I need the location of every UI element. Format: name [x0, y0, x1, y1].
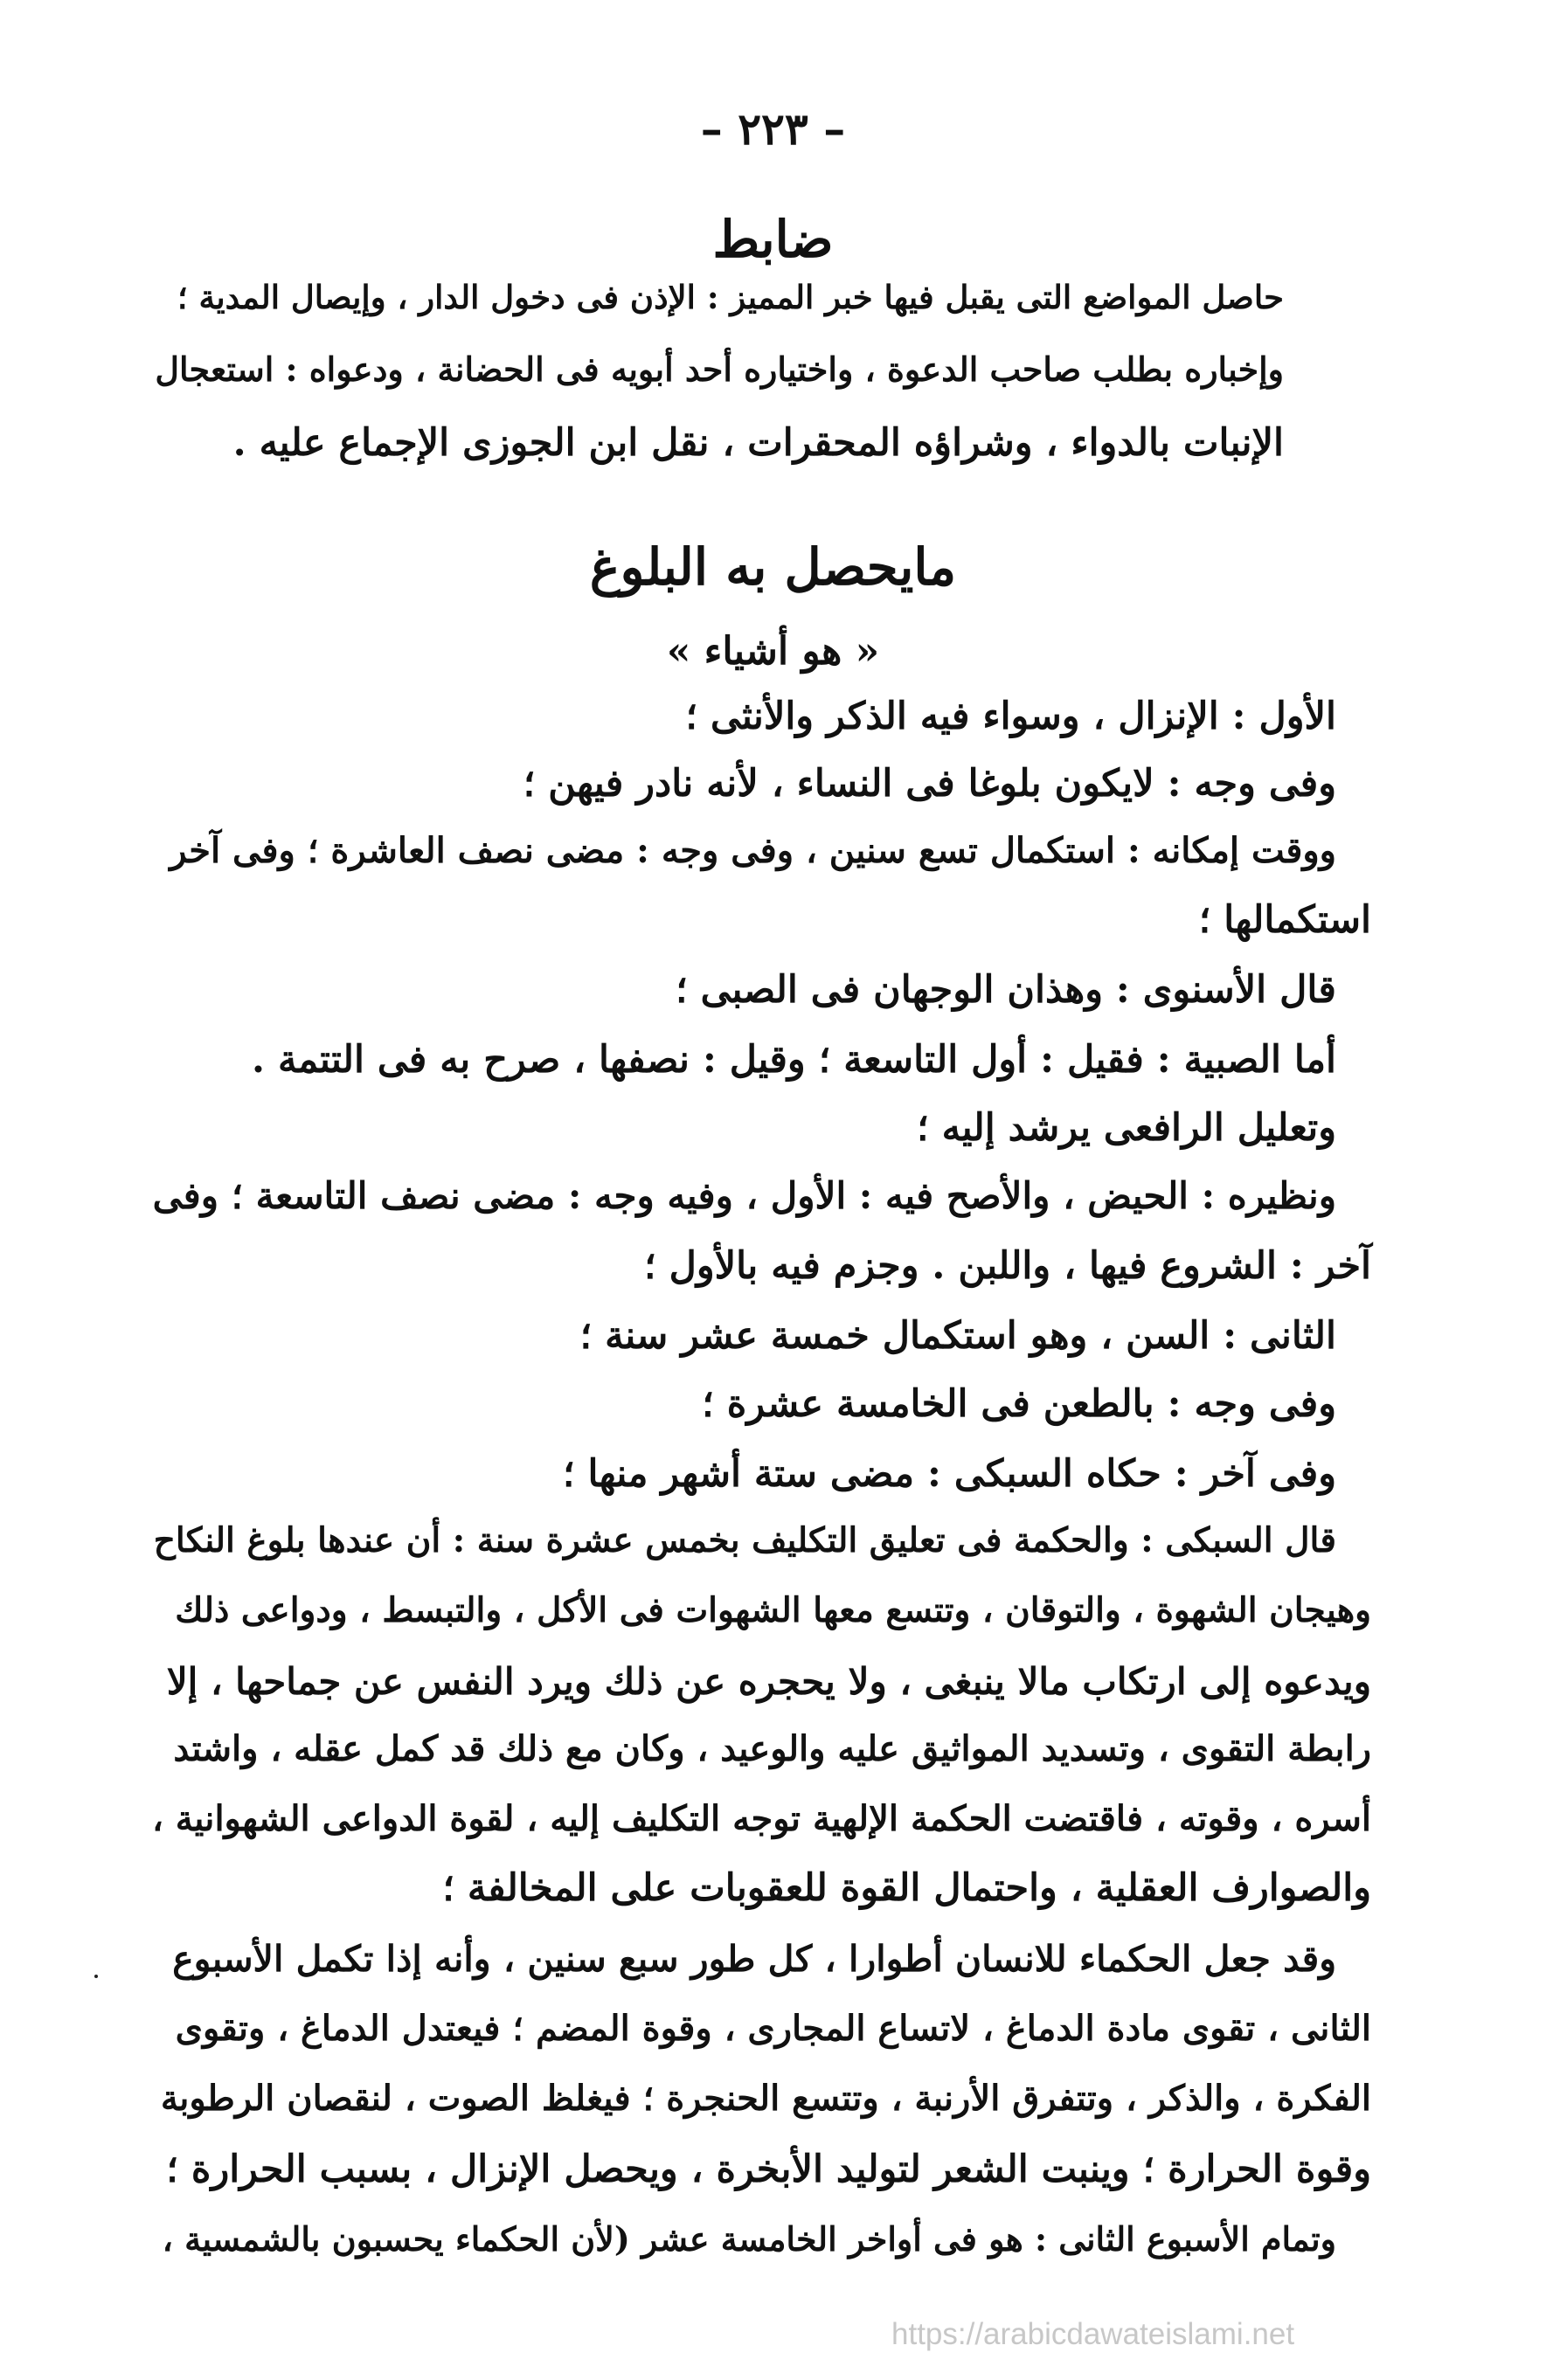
text-line-25: وقوة الحرارة ؛ وينبت الشعر لتوليد الأبخرة ، ويحصل الإنزال ، بسبب الحرارة ؛ — [166, 2148, 1371, 2191]
text-line-15: وفى آخر : حكاه السبكى : مضى ستة أشهر منها ؛ — [562, 1452, 1336, 1496]
scan-speck — [94, 1975, 98, 1978]
text-line-6: ووقت إمكانه : استكمال تسع سنين ، وفى وجه : مضى نصف العاشرة ؛ وفى آخر — [170, 830, 1336, 871]
text-line-26: وتمام الأسبوع الثانى : هو فى أواخر الخامسة عشر (لأن الحكماء يحسبون بالشمسية ، — [162, 2219, 1336, 2259]
text-line-11: ونظيره : الحيض ، والأصح فيه : الأول ، وفيه وجه : مضى نصف التاسعة ؛ وفى — [152, 1174, 1336, 1217]
watermark-url: https://arabicdawateislami.net — [891, 2317, 1295, 2351]
heading-sub: « هو أشياء » — [666, 629, 880, 674]
text-line-2: وإخباره بطلب صاحب الدعوة ، واختياره أحد أبويه فى الحضانة ، ودعواه : استعجال — [155, 349, 1284, 389]
text-line-10: وتعليل الرافعى يرشد إليه ؛ — [916, 1106, 1336, 1150]
text-line-7: استكمالها ؛ — [1198, 898, 1371, 942]
text-line-21: والصوارف العقلية ، واحتمال القوة للعقوبات على المخالفة ؛ — [442, 1866, 1371, 1910]
text-line-24: الفكرة ، والذكر ، وتتفرق الأرنبة ، وتتسع الحنجرة ؛ فيغلظ الصوت ، لنقصان الرطوبة — [160, 2078, 1371, 2119]
text-line-17: وهيجان الشهوة ، والتوقان ، وتتسع معها الشهوات فى الأكل ، والتبسط ، ودواعى ذلك — [175, 1590, 1371, 1630]
text-line-4: الأول : الإنزال ، وسواء فيه الذكر والأنثى ؛ — [685, 695, 1336, 738]
text-line-13: الثانى : السن ، وهو استكمال خمسة عشر سنة ؛ — [579, 1314, 1336, 1358]
text-line-1: حاصل المواضع التى يقبل فيها خبر المميز : الإذن فى دخول الدار ، وإيصال المدية ؛ — [177, 278, 1284, 316]
text-line-9: أما الصبية : فقيل : أول التاسعة ؛ وقيل : نصفها ، صرح به فى التتمة . — [252, 1038, 1336, 1082]
text-line-8: قال الأسنوى : وهذان الوجهان فى الصبى ؛ — [675, 968, 1336, 1012]
text-line-16: قال السبكى : والحكمة فى تعليق التكليف بخمس عشرة سنة : أن عندها بلوغ النكاح — [153, 1520, 1336, 1560]
text-line-23: الثانى ، تقوى مادة الدماغ ، لاتساع المجارى ، وقوة المضم ؛ فيعتدل الدماغ ، وتقوى — [175, 2008, 1371, 2049]
heading-rule: ضابط — [712, 210, 834, 269]
text-line-3: الإنبات بالدواء ، وشراؤه المحقرات ، نقل ابن الجوزى الإجماع عليه . — [232, 421, 1284, 465]
text-line-19: رابطة التقوى ، وتسديد المواثيق عليه والوعيد ، وكان مع ذلك قد كمل عقله ، واشتد — [173, 1728, 1371, 1769]
text-line-5: وفى وجه : لايكون بلوغا فى النساء ، لأنه نادر فيهن ؛ — [523, 762, 1336, 806]
text-line-12: آخر : الشروع فيها ، واللبن . وجزم فيه بالأول ؛ — [644, 1244, 1371, 1288]
page-number: – ٢٢٣ – — [700, 103, 846, 155]
heading-section: مايحصل به البلوغ — [589, 537, 957, 597]
text-line-22: وقد جعل الحكماء للانسان أطوارا ، كل طور سبع سنين ، وأنه إذا تكمل الأسبوع — [172, 1938, 1336, 1980]
text-line-20: أسره ، وقوته ، فاقتضت الحكمة الإلهية توجه التكليف إليه ، لقوة الدواعى الشهوانية ، — [151, 1798, 1371, 1839]
text-line-18: ويدعوه إلى ارتكاب مالا ينبغى ، ولا يحجره عن ذلك ويرد النفس عن جماحها ، إلا — [166, 1660, 1371, 1703]
text-line-14: وفى وجه : بالطعن فى الخامسة عشرة ؛ — [702, 1382, 1336, 1426]
